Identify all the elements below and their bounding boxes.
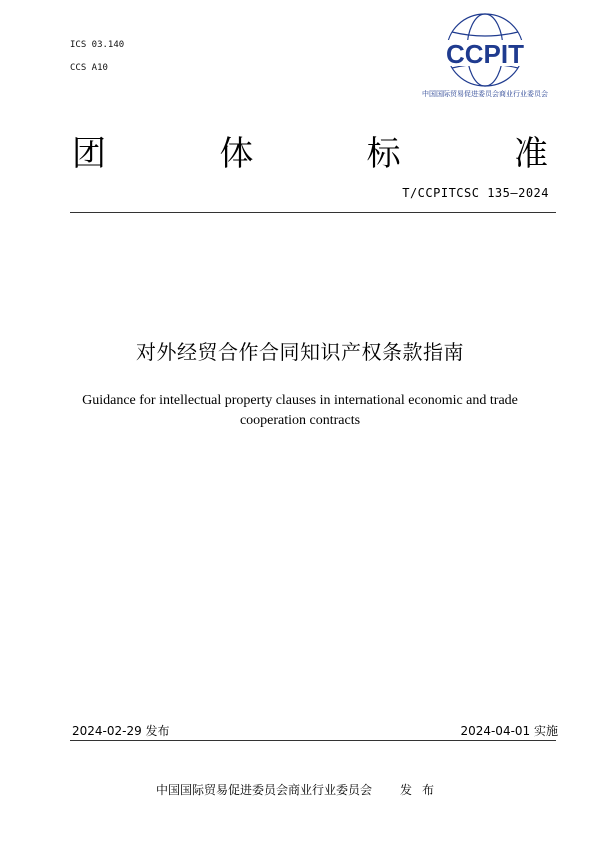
- standard-type-char: 团: [72, 134, 106, 174]
- standard-type-char: 标: [366, 134, 401, 174]
- ccs-code: CCS A10: [70, 63, 108, 73]
- issue-date: 2024-02-29 发布: [72, 724, 170, 738]
- ics-code: ICS 03.140: [70, 40, 125, 50]
- logo-subtitle: 中国国际贸易促进委员会商业行业委员会: [422, 90, 548, 98]
- publisher-line: [0, 781, 600, 798]
- implement-date: 2024-04-01 实施: [460, 724, 558, 738]
- document-title-cn: 对外经贸合作合同知识产权条款指南: [136, 340, 464, 364]
- publisher-name: 中国国际贸易促进委员会商业行业委员会: [155, 783, 372, 797]
- standard-type-char: 准: [513, 134, 548, 174]
- publish-label: 发布: [400, 783, 445, 797]
- standard-type: [72, 126, 548, 175]
- standard-type-char: 体: [219, 134, 254, 174]
- classification-codes: [70, 34, 124, 80]
- document-title-en: Guidance for intellectual property clauses in international economic and trade cooperation contracts: [82, 393, 518, 428]
- ccpit-logo: [422, 10, 548, 110]
- bottom-divider: [70, 740, 556, 741]
- standard-number: T/CCPITCSC 135—2024: [402, 186, 549, 200]
- logo-text: CCPIT: [446, 39, 524, 69]
- top-divider: [70, 212, 556, 213]
